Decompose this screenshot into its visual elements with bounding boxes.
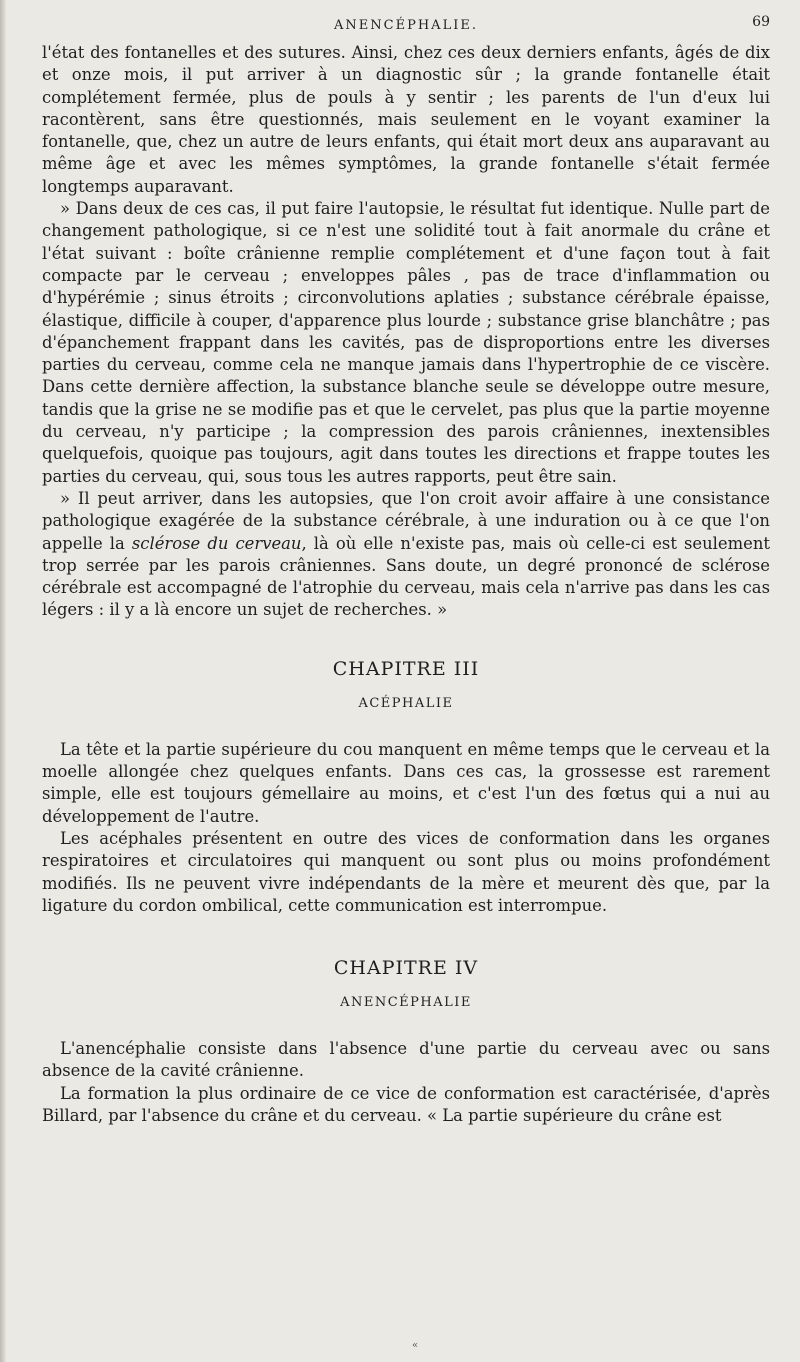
paragraph: » Dans deux de ces cas, il put faire l'autopsie, le résultat fut identique. Nulle part de changement pathologique, si ce n'est une solidité tout à fait anormale du crâne et l'état suivant : boîte crânienne remplie complétement et d'une façon tout à fait compacte par le cerveau ; enveloppes pâles , pas de trace d'inflammation ou d'hypérémie ; sinus étroits ; circonvolutions aplaties ; substance cérébrale épaisse, élastique, difficile à couper, d'apparence plus lourde ; substance grise blanchâtre ; pas d'épanchement frappant dans les cavités, pas de disproportions entre les diverses parties du cerveau, comme cela ne manque jamais dans l'hypertrophie de ce viscère. Dans cette dernière affection, la substance blanche seule se développe outre mesure, tandis que la grise ne se modifie pas et que le cervelet, pas plus que la partie moyenne du cerveau, n'y participe ; la compression des parois crâniennes, inextensibles quelquefois, quoique pas toujours, agit dans toutes les directions et frappe toutes les parties du cerveau, qui, sous tous les autres rapports, peut être sain. xyxy=(42,199,770,486)
chapter-subtitle: ACÉPHALIE xyxy=(358,695,454,711)
paragraph: l'état des fontanelles et des sutures. Ainsi, chez ces deux derniers enfants, âgés de dix et onze mois, il put arriver à un diagnostic sûr ; la grande fontanelle était complétement fermée, plus de pouls à y sentir ; les parents de l'un d'eux lui racontèrent, sans être questionnés, mais seulement en le voyant examiner la fontanelle, que, chez un autre de leurs enfants, qui était mort deux ans auparavant au même âge et avec les mêmes symptômes, la grande fontanelle s'était fermée longtemps auparavant. xyxy=(42,43,770,196)
paragraph-text: , là où elle n'existe pas, mais où celle-ci est seulement trop serrée par les parois crâniennes. Sans doute, un degré prononcé de sclérose cérébrale est accompagné de l'atrophie du cerveau, mais cela n'arrive pas dans les cas légers : il y a là encore un sujet de recherches. » xyxy=(42,533,770,620)
page-number: 69 xyxy=(752,14,770,30)
running-title: ANENCÉPHALIE. xyxy=(334,18,478,33)
paragraph: La formation la plus ordinaire de ce vice de conformation est caractérisée, d'après Billard, par l'absence du crâne et du cerveau. « La partie supérieure du crâne est xyxy=(42,1083,770,1125)
page-header xyxy=(42,0,770,42)
paragraph-sclerose xyxy=(42,488,770,622)
chapter-subtitle: ANENCÉPHALIE xyxy=(340,995,472,1011)
chapter-title: CHAPITRE IV xyxy=(333,957,479,980)
footer-mark: « xyxy=(412,1340,419,1351)
paragraph: Les acéphales présentent en outre des vices de conformation dans les organes respiratoires et circulatoires qui manquent ou sont plus ou moins profondément modifiés. Ils ne peuvent vivre indépendants de la mère et meurent dès que, par la ligature du cordon ombilical, cette communication est interrompue. xyxy=(42,828,770,915)
italic-term: sclérose du cerveau xyxy=(131,533,302,553)
binding-edge xyxy=(0,0,6,1362)
body-text xyxy=(42,42,770,1127)
paragraph: L'anencéphalie consiste dans l'absence d'une partie du cerveau avec ou sans absence de la cavité crânienne. xyxy=(42,1039,770,1081)
paragraph: La tête et la partie supérieure du cou manquent en même temps que le cerveau et la moelle allongée chez quelques enfants. Dans ces cas, la grossesse est rarement simple, elle est toujours gémellaire au moins, et c'est l'un des fœtus qui a nui au développement de l'autre. xyxy=(42,739,770,826)
paragraph-text: » Il peut arriver, dans les autopsies, que l'on croit avoir affaire à une consistance pathologique exagérée de la substance cérébrale, à une induration ou à ce que l'on appelle la xyxy=(42,488,770,553)
chapter-title: CHAPITRE III xyxy=(332,657,480,680)
